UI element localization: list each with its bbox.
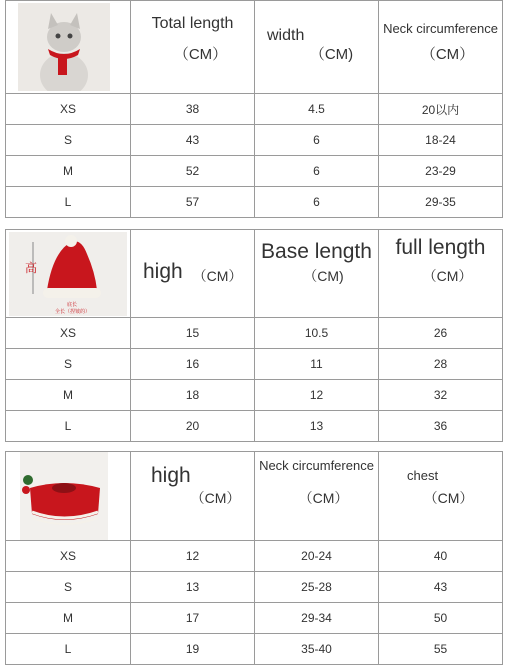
hat-caption-full: 全长（捏皱的） xyxy=(55,308,91,315)
cat-scarf-photo xyxy=(18,3,110,91)
value-cell: 57 xyxy=(131,187,255,218)
header-base-length xyxy=(255,230,379,318)
header-neck-circumference xyxy=(379,1,503,94)
table-row xyxy=(6,603,503,634)
header-high xyxy=(131,452,255,541)
header-unit: （CM） xyxy=(192,268,243,284)
hat-caption-base: 底长 xyxy=(67,301,78,308)
product-image-cell xyxy=(6,230,131,318)
value-cell: 6 xyxy=(255,187,379,218)
header-label: high xyxy=(151,464,191,487)
size-cell: M xyxy=(6,380,131,411)
value-cell: 55 xyxy=(379,634,503,665)
size-table-scarf xyxy=(5,0,503,218)
size-cell: M xyxy=(6,156,131,187)
header-unit: （CM) xyxy=(309,46,354,63)
header-label: Neck circumference xyxy=(259,458,374,473)
size-table-collar xyxy=(5,451,503,665)
value-cell: 25-28 xyxy=(255,572,379,603)
value-cell: 35-40 xyxy=(255,634,379,665)
header-unit: （CM） xyxy=(423,490,474,506)
size-cell: S xyxy=(6,125,131,156)
value-cell: 12 xyxy=(255,380,379,411)
header-label: chest xyxy=(407,468,439,483)
value-cell: 20以内 xyxy=(379,94,503,125)
value-cell: 43 xyxy=(131,125,255,156)
table-row xyxy=(6,156,503,187)
size-cell: L xyxy=(6,634,131,665)
value-cell: 10.5 xyxy=(255,318,379,349)
header-unit: （CM) xyxy=(303,268,344,284)
table-row xyxy=(6,634,503,665)
value-cell: 18 xyxy=(131,380,255,411)
size-cell: M xyxy=(6,603,131,634)
size-cell: L xyxy=(6,187,131,218)
value-cell: 43 xyxy=(379,572,503,603)
value-cell: 13 xyxy=(255,411,379,442)
header-high xyxy=(131,230,255,318)
table-row xyxy=(6,541,503,572)
value-cell: 11 xyxy=(255,349,379,380)
value-cell: 23-29 xyxy=(379,156,503,187)
table-row xyxy=(6,318,503,349)
header-label: Total length xyxy=(151,15,234,32)
size-cell: S xyxy=(6,349,131,380)
value-cell: 19 xyxy=(131,634,255,665)
value-cell: 17 xyxy=(131,603,255,634)
size-cell: S xyxy=(6,572,131,603)
value-cell: 32 xyxy=(379,380,503,411)
value-cell: 40 xyxy=(379,541,503,572)
product-image-cell xyxy=(6,1,131,94)
header-full-length xyxy=(379,230,503,318)
header-unit: （CM） xyxy=(422,268,473,284)
value-cell: 28 xyxy=(379,349,503,380)
value-cell: 52 xyxy=(131,156,255,187)
table-row xyxy=(6,187,503,218)
header-label: full length xyxy=(395,236,486,259)
header-label: width xyxy=(267,27,305,44)
header-width xyxy=(255,1,379,94)
size-cell: L xyxy=(6,411,131,442)
header-unit: （CM） xyxy=(173,46,228,63)
table-row xyxy=(6,349,503,380)
value-cell: 6 xyxy=(255,125,379,156)
value-cell: 15 xyxy=(131,318,255,349)
size-cell: XS xyxy=(6,318,131,349)
table-row xyxy=(6,94,503,125)
size-cell: XS xyxy=(6,94,131,125)
size-cell: XS xyxy=(6,541,131,572)
collar-photo xyxy=(20,452,108,540)
santa-hat-photo xyxy=(9,232,127,316)
value-cell: 18-24 xyxy=(379,125,503,156)
value-cell: 26 xyxy=(379,318,503,349)
product-image-cell xyxy=(6,452,131,541)
value-cell: 12 xyxy=(131,541,255,572)
header-label: Neck circumference xyxy=(383,21,498,36)
header-unit: （CM） xyxy=(298,490,349,506)
header-label: high xyxy=(143,260,183,283)
value-cell: 20 xyxy=(131,411,255,442)
table-row xyxy=(6,380,503,411)
value-cell: 29-34 xyxy=(255,603,379,634)
hat-height-label: 高 xyxy=(25,260,38,275)
value-cell: 29-35 xyxy=(379,187,503,218)
value-cell: 16 xyxy=(131,349,255,380)
value-cell: 36 xyxy=(379,411,503,442)
table-row xyxy=(6,411,503,442)
value-cell: 13 xyxy=(131,572,255,603)
value-cell: 4.5 xyxy=(255,94,379,125)
value-cell: 50 xyxy=(379,603,503,634)
header-unit: （CM） xyxy=(190,490,241,506)
header-unit: （CM） xyxy=(420,46,475,63)
header-total-length xyxy=(131,1,255,94)
header-label: Base length xyxy=(261,240,372,263)
table-row xyxy=(6,572,503,603)
header-neck-circumference xyxy=(255,452,379,541)
header-chest xyxy=(379,452,503,541)
value-cell: 38 xyxy=(131,94,255,125)
value-cell: 6 xyxy=(255,156,379,187)
table-row xyxy=(6,125,503,156)
size-table-hat xyxy=(5,229,503,442)
value-cell: 20-24 xyxy=(255,541,379,572)
